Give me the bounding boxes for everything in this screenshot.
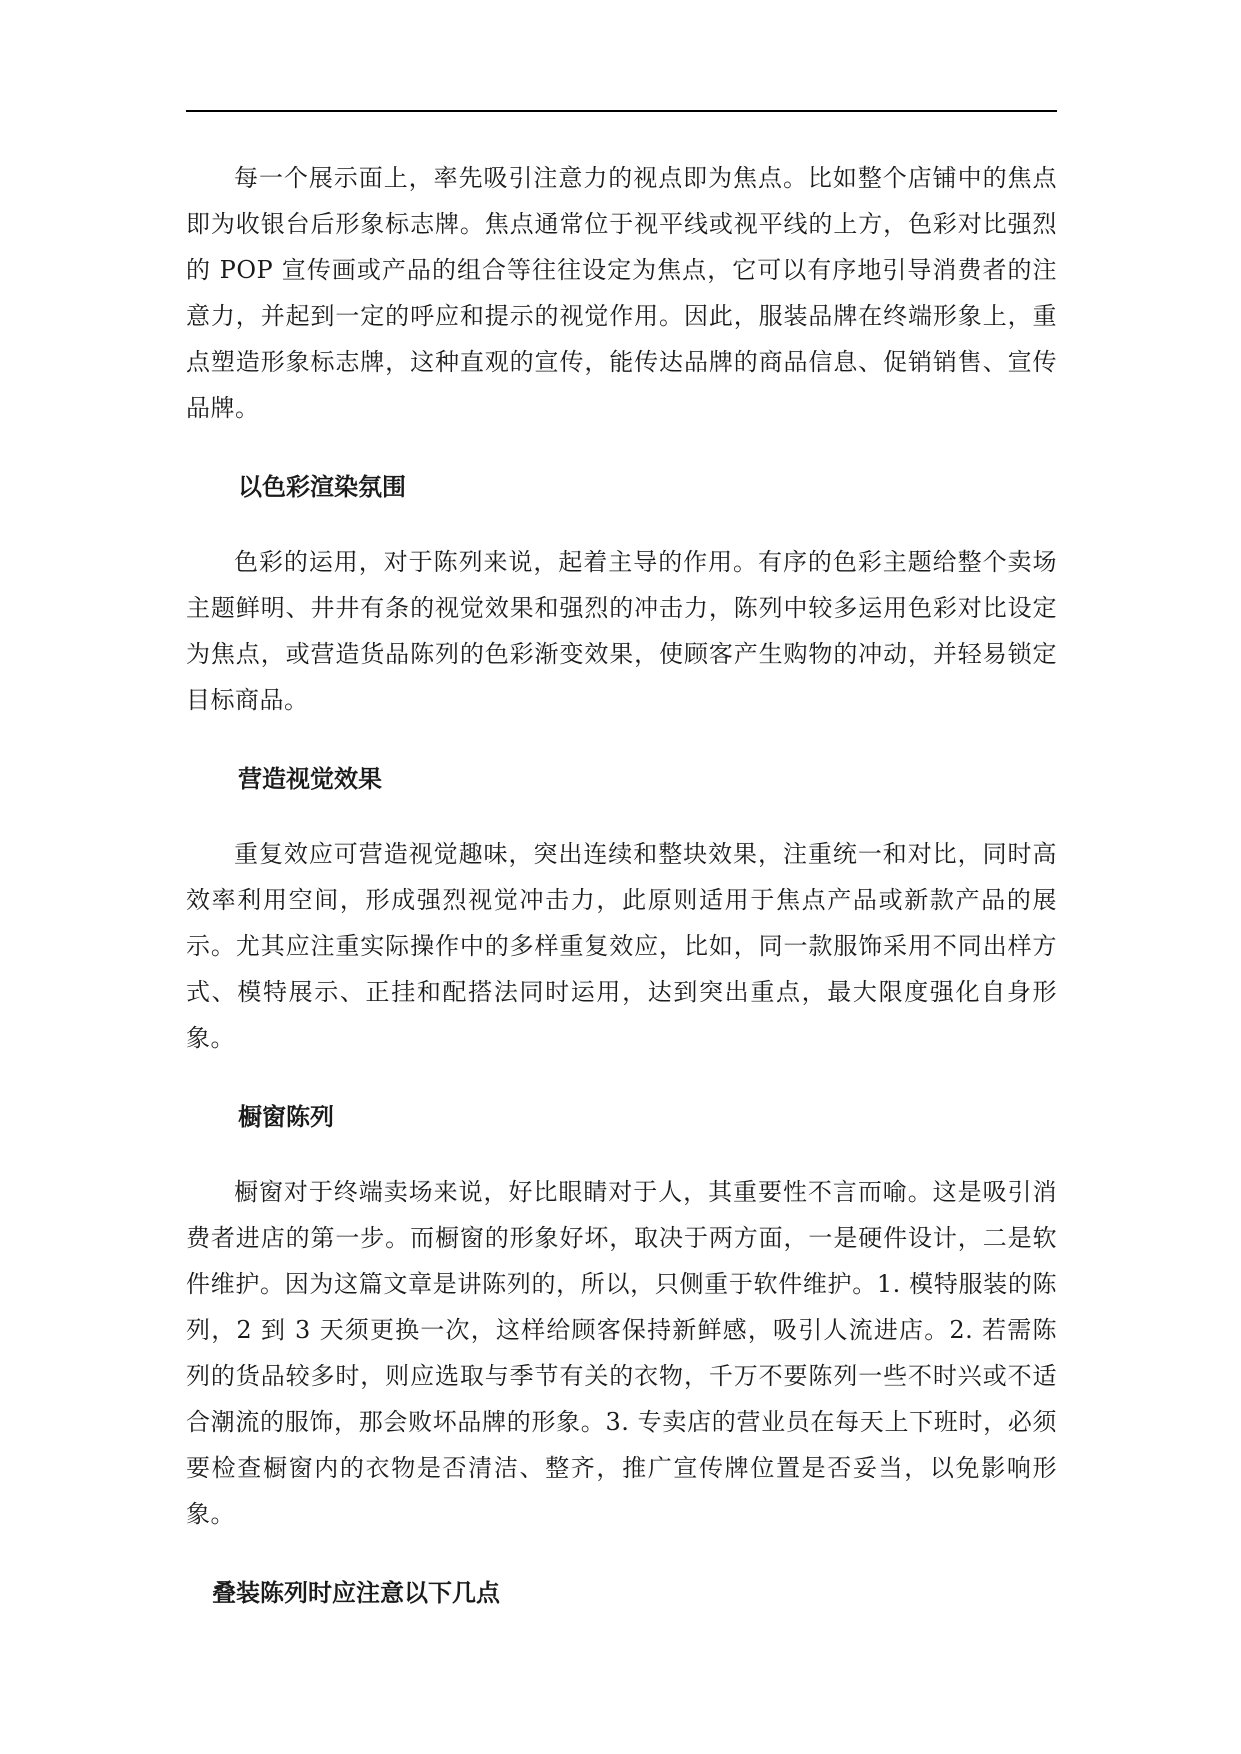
paragraph-focal-point: 每一个展示面上，率先吸引注意力的视点即为焦点。比如整个店铺中的焦点即为收银台后形象标志牌。焦点通常位于视平线或视平线的上方，色彩对比强烈的 POP 宣传画或产品的组合等往往设定为焦点，它可以有序地引导消费者的注意力，并起到一定的呼应和提示的视觉作用。因此，服装品牌在终端形象上，重点塑造形象标志牌，这种直观的宣传，能传达品牌的商品信息、促销销售、宣传品牌。: [186, 164, 1057, 422]
paragraph-color-usage: 色彩的运用，对于陈列来说，起着主导的作用。有序的色彩主题给整个卖场主题鲜明、井井有条的视觉效果和强烈的冲击力，陈列中较多运用色彩对比设定为焦点，或营造货品陈列的色彩渐变效果，使顾客产生购物的冲动，并轻易锁定目标商品。: [186, 548, 1057, 714]
heading-visual-effect: 营造视觉效果: [238, 765, 382, 793]
paragraph-window-display: 橱窗对于终端卖场来说，好比眼睛对于人，其重要性不言而喻。这是吸引消费者进店的第一步。而橱窗的形象好坏，取决于两方面，一是硬件设计，二是软件维护。因为这篇文章是讲陈列的，所以，只侧重于软件维护。1. 模特服装的陈列，2 到 3 天须更换一次，这样给顾客保持新鲜感，吸引人流进店。2. 若需陈列的货品较多时，则应选取与季节有关的衣物，千万不要陈列一些不时兴或不适合潮流的服饰，那会败坏品牌的形象。3. 专卖店的营业员在每天上下班时，必须要检查橱窗内的衣物是否清洁、整齐，推广宣传牌位置是否妥当，以免影响形象。: [186, 1178, 1057, 1528]
paragraph-repetition-effect: 重复效应可营造视觉趣味，突出连续和整块效果，注重统一和对比，同时高效率利用空间，形成强烈视觉冲击力，此原则适用于焦点产品或新款产品的展示。尤其应注重实际操作中的多样重复效应，比如，同一款服饰采用不同出样方式、模特展示、正挂和配搭法同时运用，达到突出重点，最大限度强化自身形象。: [186, 840, 1057, 1052]
header-rule: [186, 110, 1057, 112]
document-body: [186, 155, 1057, 1645]
heading-folded-display-notes: 叠装陈列时应注意以下几点: [212, 1579, 500, 1607]
heading-color-atmosphere: 以色彩渲染氛围: [238, 473, 406, 501]
heading-window-display: 橱窗陈列: [238, 1103, 334, 1131]
